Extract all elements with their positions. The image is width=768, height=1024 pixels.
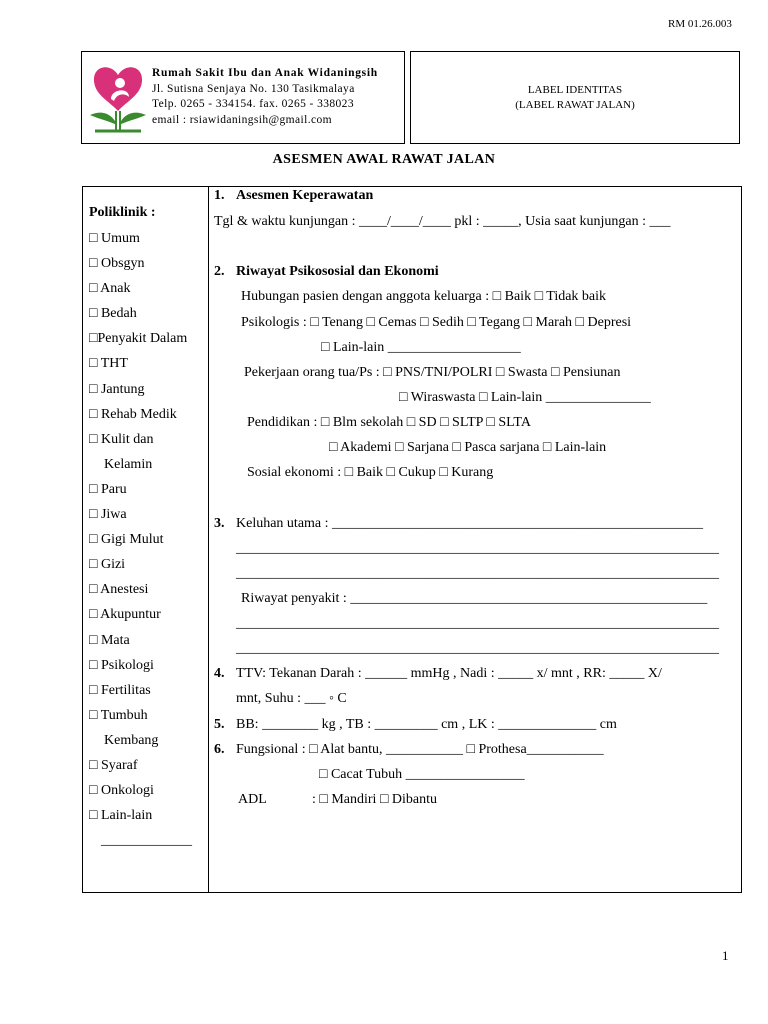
section-number: 6.	[214, 742, 225, 757]
adl-options: : □ Mandiri □ Dibantu	[312, 792, 438, 807]
poliklinik-option: □ Onkologi	[89, 783, 154, 799]
poliklinik-heading: Poliklinik :	[89, 205, 156, 220]
label-line-2: (LABEL RAWAT JALAN)	[515, 99, 635, 111]
blank-line: _____________________________________________________________________	[236, 541, 719, 556]
poliklinik-option: □ Lain-lain	[89, 808, 153, 824]
chief-complaint-label: Keluhan utama : _____________________________________________________	[236, 516, 704, 531]
document-title: ASESMEN AWAL RAWAT JALAN	[272, 152, 496, 167]
poliklinik-option: □ Mata	[89, 632, 130, 648]
section-number: 4.	[214, 666, 225, 681]
poliklinik-option: □ Bedah	[89, 306, 137, 322]
hospital-address: Jl. Sutisna Senjaya No. 130 Tasikmalaya	[152, 82, 355, 95]
hospital-header	[81, 51, 405, 144]
section-number: 1.	[214, 188, 225, 203]
occupation-other-line: □ Wiraswasta □ Lain-lain _______________	[399, 390, 651, 405]
poliklinik-option: □ Fertilitas	[89, 682, 151, 698]
poliklinik-option: □ Akupuntur	[89, 607, 161, 623]
poliklinik-option: □ THT	[89, 356, 128, 372]
poliklinik-option: □ Umum	[89, 231, 140, 246]
anthropometry-label: BB: ________ kg , TB : _________ cm , LK : ______________ cm	[236, 717, 617, 732]
poliklinik-option: □ Gizi	[89, 557, 126, 573]
chief-complaint-line	[214, 515, 703, 533]
section-number: 2.	[214, 264, 225, 279]
poliklinik-option: □ Obsgyn	[89, 256, 145, 272]
blank-line: _____________________________________________________________________	[236, 616, 719, 631]
section-title: Riwayat Psikososial dan Ekonomi	[236, 264, 439, 279]
form-code: RM 01.26.003	[668, 18, 732, 30]
section-2-heading	[214, 263, 439, 281]
column-divider	[208, 187, 209, 892]
education-line: Pendidikan : □ Blm sekolah □ SD □ SLTP □ SLTA	[247, 415, 531, 430]
poliklinik-option: □ Rehab Medik	[89, 406, 177, 422]
psychological-other-line: □ Lain-lain ___________________	[321, 340, 521, 355]
poliklinik-option: □ Kulit dan	[89, 431, 154, 447]
vital-signs-label: TTV: Tekanan Darah : ______ mmHg , Nadi : _____ x/ mnt , RR: _____ X/	[236, 666, 662, 681]
section-1-heading	[214, 187, 373, 205]
poliklinik-option: □Penyakit Dalam	[89, 331, 188, 347]
visit-datetime-line: Tgl & waktu kunjungan : ____/____/____ pkl : _____, Usia saat kunjungan : ___	[214, 214, 671, 229]
functional-line	[214, 741, 604, 759]
socio-economic-line: Sosial ekonomi : □ Baik □ Cukup □ Kurang	[247, 465, 494, 480]
disability-line: □ Cacat Tubuh _________________	[319, 767, 525, 782]
functional-label: Fungsional : □ Alat bantu, ___________ □ Prothesa___________	[236, 742, 604, 757]
blank-line: _____________________________________________________________________	[236, 641, 719, 656]
assessment-form	[82, 186, 742, 893]
label-line-1: LABEL IDENTITAS	[527, 84, 623, 96]
medical-history-line: Riwayat penyakit : ___________________________________________________	[241, 591, 708, 606]
hospital-logo-icon	[87, 61, 149, 133]
identity-label-box	[410, 51, 740, 144]
vital-signs-line	[214, 665, 662, 683]
occupation-line: Pekerjaan orang tua/Ps : □ PNS/TNI/POLRI □ Swasta □ Pensiunan	[244, 365, 621, 380]
blank-line: _____________________________________________________________________	[236, 566, 719, 581]
poliklinik-option: □ Anestesi	[89, 582, 149, 598]
section-title: Asesmen Keperawatan	[236, 188, 374, 203]
education-other-line: □ Akademi □ Sarjana □ Pasca sarjana □ Lain-lain	[329, 440, 607, 455]
page-number: 1	[722, 948, 729, 963]
hospital-email: email : rsiawidaningsih@gmail.com	[152, 113, 332, 126]
poliklinik-option: □ Paru	[89, 481, 127, 497]
poliklinik-option-continued: Kembang	[104, 732, 159, 748]
adl-label: ADL	[238, 792, 267, 807]
poliklinik-option: □ Jiwa	[89, 507, 127, 523]
temperature-line: mnt, Suhu : ___ ◦ C	[236, 691, 347, 706]
poliklinik-list	[89, 204, 192, 857]
poliklinik-option: □ Jantung	[89, 381, 145, 397]
section-number: 5.	[214, 717, 225, 732]
poliklinik-other-blank: _____________	[101, 833, 192, 849]
poliklinik-option: □ Syaraf	[89, 757, 138, 773]
poliklinik-option: □ Anak	[89, 281, 131, 297]
poliklinik-option-continued: Kelamin	[104, 456, 153, 472]
poliklinik-option: □ Gigi Mulut	[89, 532, 164, 548]
poliklinik-option: □ Tumbuh	[89, 707, 148, 723]
hospital-phone: Telp. 0265 - 334154. fax. 0265 - 338023	[152, 98, 354, 110]
section-number: 3.	[214, 516, 225, 531]
family-relation-line: Hubungan pasien dengan anggota keluarga : □ Baik □ Tidak baik	[241, 289, 607, 304]
anthropometry-line	[214, 716, 617, 734]
hospital-name: Rumah Sakit Ibu dan Anak Widaningsih	[152, 67, 378, 79]
poliklinik-option: □ Psikologi	[89, 657, 154, 673]
psychological-line: Psikologis : □ Tenang □ Cemas □ Sedih □ Tegang □ Marah □ Depresi	[241, 315, 632, 330]
